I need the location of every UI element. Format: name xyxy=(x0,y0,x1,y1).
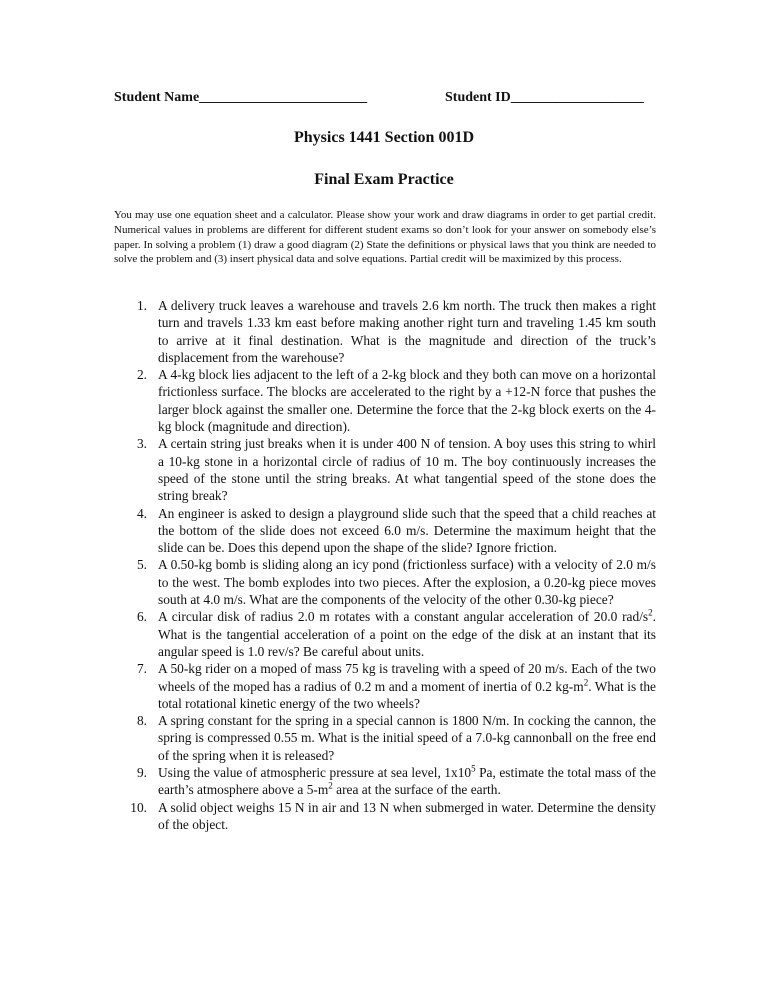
exam-title: Final Exam Practice xyxy=(314,171,454,188)
question-item xyxy=(114,608,656,660)
question-number: 1. xyxy=(136,298,147,313)
question-item xyxy=(114,660,656,712)
question-number: 9. xyxy=(136,765,147,781)
question-text-part: A 50-kg rider on a moped of mass 75 kg is traveling with a speed of 20 m/s. Each of the two wheels of the moped has a radius of 0.2 m and a moment of inertia of 0.2 kg-m xyxy=(158,661,656,694)
student-id-field xyxy=(445,90,644,106)
question-text-part: A circular disk of radius 2.0 m rotates with a constant angular acceleration of 20.0 rad/s xyxy=(158,609,649,625)
question-number: 2. xyxy=(136,367,147,383)
question-item xyxy=(114,764,656,799)
question-item xyxy=(114,297,656,366)
question-number: 10. xyxy=(130,799,147,815)
question-number: 8. xyxy=(136,713,147,729)
student-id-blank: ___________________ xyxy=(510,90,644,105)
question-text-part: area at the surface of the earth. xyxy=(332,782,501,798)
student-name-blank: ________________________ xyxy=(199,90,368,105)
question-list xyxy=(114,297,656,833)
question-text: A certain string just breaks when it is under 400 N of tension. A boy uses this string to whirl a 10-kg stone in a horizontal circle of radius of 10 m. The boy continuously increases the speed of the stone until the string breaks. At what tangential speed of the stone does the string break? xyxy=(158,436,656,504)
question-text-part: Pa, estimate the total mass of the earth’s atmosphere above a 5-m xyxy=(158,765,656,798)
question-number: 6. xyxy=(136,609,147,625)
student-name-label: Student Name xyxy=(114,90,200,105)
question-text-part: . What is the total rotational kinetic energy of the two wheels? xyxy=(158,678,656,711)
superscript: 2 xyxy=(583,677,589,688)
question-text: A 0.50-kg bomb is sliding along an icy pond (frictionless surface) with a velocity of 2.0 m/s to the west. The bomb explodes into two pieces. After the explosion, a 0.20-kg piece moves south at 4.0 m/s. What are the components of the velocity of the other 0.30-kg piece? xyxy=(158,557,656,608)
question-item xyxy=(114,799,656,834)
question-number: 3. xyxy=(136,436,147,452)
superscript: 2 xyxy=(648,607,653,618)
superscript: 5 xyxy=(471,763,476,774)
question-item xyxy=(114,712,656,764)
question-number: 7. xyxy=(136,661,147,677)
question-number: 5. xyxy=(136,557,147,573)
question-text-part: . What is the tangential acceleration of a point on the edge of the disk at an instant that its angular speed is 1.0 rev/s? Be careful about units. xyxy=(158,609,656,659)
question-text xyxy=(158,661,656,711)
question-number: 4. xyxy=(136,505,147,521)
instructions-paragraph: You may use one equation sheet and a calculator. Please show your work and draw diagrams in order to get partial credit. Numerical values in problems are different for different student exams so don’t look for your answer on somebody else’s paper. In solving a problem (1) draw a good diagram (2) State the definitions or physical laws that you think are needed to solve the problem and (3) insert physical data and solve equations. Partial credit will be maximized by this process. xyxy=(114,209,656,266)
question-text xyxy=(158,609,656,659)
question-item xyxy=(114,435,656,504)
course-title: Physics 1441 Section 001D xyxy=(294,129,474,146)
question-item xyxy=(114,556,656,608)
question-item xyxy=(114,366,656,435)
superscript: 2 xyxy=(328,780,333,791)
question-text: A 4-kg block lies adjacent to the left of a 2-kg block and they both can move on a horizontal frictionless surface. The blocks are accelerated to the right by a +12-N force that pushes the larger block against the smaller one. Determine the force that the 2-kg block exerts on the 4-kg block (magnitude and direction). xyxy=(158,367,656,435)
student-id-label: Student ID xyxy=(445,90,511,105)
question-text-part: Using the value of atmospheric pressure at sea level, 1x10 xyxy=(158,765,472,781)
question-text: An engineer is asked to design a playground slide such that the speed that a child reaches at the bottom of the slide does not exceed 6.0 m/s. Determine the maximum height that the slide can be. Does this depend upon the shape of the slide? Ignore friction. xyxy=(158,505,656,556)
question-text xyxy=(158,765,656,797)
question-item xyxy=(114,505,656,557)
question-text: A solid object weighs 15 N in air and 13 N when submerged in water. Determine the density of the object. xyxy=(158,799,656,832)
question-text: A spring constant for the spring in a special cannon is 1800 N/m. In cocking the cannon, the spring is compressed 0.55 m. What is the initial speed of a 7.0-kg cannonball on the free end of the spring when it is released? xyxy=(158,713,656,763)
student-name-field xyxy=(114,90,367,106)
question-text: A delivery truck leaves a warehouse and travels 2.6 km north. The truck then makes a right turn and travels 1.33 km east before making another right turn and traveling 1.45 km south to arrive at it final destination. What is the magnitude and direction of the truck’s displacement from the warehouse? xyxy=(158,298,656,365)
